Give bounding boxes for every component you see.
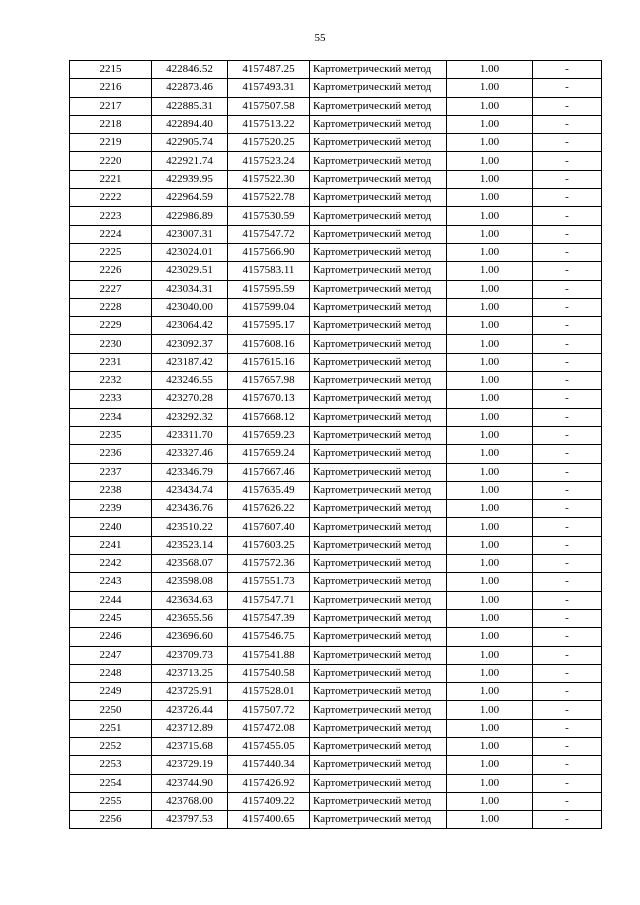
- method-cell: Картометрический метод: [310, 701, 447, 719]
- note-cell: -: [533, 134, 602, 152]
- method-cell: Картометрический метод: [310, 97, 447, 115]
- y-coordinate-cell: 4157551.73: [228, 573, 310, 591]
- accuracy-cell: 1.00: [447, 628, 533, 646]
- point-number-cell: 2245: [70, 609, 152, 627]
- method-cell: Картометрический метод: [310, 189, 447, 207]
- y-coordinate-cell: 4157546.75: [228, 628, 310, 646]
- y-coordinate-cell: 4157493.31: [228, 79, 310, 97]
- note-cell: -: [533, 426, 602, 444]
- table-row: [70, 225, 602, 243]
- y-coordinate-cell: 4157522.30: [228, 170, 310, 188]
- x-coordinate-cell: 423655.56: [152, 609, 228, 627]
- accuracy-cell: 1.00: [447, 555, 533, 573]
- note-cell: -: [533, 61, 602, 79]
- y-coordinate-cell: 4157541.88: [228, 646, 310, 664]
- y-coordinate-cell: 4157520.25: [228, 134, 310, 152]
- method-cell: Картометрический метод: [310, 390, 447, 408]
- point-number-cell: 2219: [70, 134, 152, 152]
- point-number-cell: 2227: [70, 280, 152, 298]
- table-row: [70, 683, 602, 701]
- accuracy-cell: 1.00: [447, 683, 533, 701]
- x-coordinate-cell: 423598.08: [152, 573, 228, 591]
- y-coordinate-cell: 4157547.71: [228, 591, 310, 609]
- table-row: [70, 262, 602, 280]
- point-number-cell: 2256: [70, 811, 152, 829]
- table-row: [70, 591, 602, 609]
- y-coordinate-cell: 4157507.58: [228, 97, 310, 115]
- note-cell: -: [533, 756, 602, 774]
- point-number-cell: 2248: [70, 664, 152, 682]
- point-number-cell: 2224: [70, 225, 152, 243]
- note-cell: -: [533, 701, 602, 719]
- accuracy-cell: 1.00: [447, 335, 533, 353]
- note-cell: -: [533, 555, 602, 573]
- accuracy-cell: 1.00: [447, 737, 533, 755]
- method-cell: Картометрический метод: [310, 61, 447, 79]
- method-cell: Картометрический метод: [310, 134, 447, 152]
- accuracy-cell: 1.00: [447, 792, 533, 810]
- x-coordinate-cell: 423696.60: [152, 628, 228, 646]
- x-coordinate-cell: 422921.74: [152, 152, 228, 170]
- method-cell: Картометрический метод: [310, 628, 447, 646]
- method-cell: Картометрический метод: [310, 463, 447, 481]
- y-coordinate-cell: 4157615.16: [228, 353, 310, 371]
- point-number-cell: 2221: [70, 170, 152, 188]
- table-row: [70, 719, 602, 737]
- accuracy-cell: 1.00: [447, 280, 533, 298]
- point-number-cell: 2241: [70, 536, 152, 554]
- table-row: [70, 207, 602, 225]
- point-number-cell: 2233: [70, 390, 152, 408]
- y-coordinate-cell: 4157626.22: [228, 500, 310, 518]
- note-cell: -: [533, 97, 602, 115]
- y-coordinate-cell: 4157657.98: [228, 372, 310, 390]
- accuracy-cell: 1.00: [447, 262, 533, 280]
- note-cell: -: [533, 573, 602, 591]
- accuracy-cell: 1.00: [447, 317, 533, 335]
- table-row: [70, 408, 602, 426]
- method-cell: Картометрический метод: [310, 335, 447, 353]
- y-coordinate-cell: 4157528.01: [228, 683, 310, 701]
- y-coordinate-cell: 4157595.59: [228, 280, 310, 298]
- y-coordinate-cell: 4157409.22: [228, 792, 310, 810]
- x-coordinate-cell: 423713.25: [152, 664, 228, 682]
- y-coordinate-cell: 4157608.16: [228, 335, 310, 353]
- y-coordinate-cell: 4157670.13: [228, 390, 310, 408]
- page-number: 55: [314, 32, 326, 44]
- point-number-cell: 2253: [70, 756, 152, 774]
- method-cell: Картометрический метод: [310, 317, 447, 335]
- note-cell: -: [533, 536, 602, 554]
- point-number-cell: 2246: [70, 628, 152, 646]
- point-number-cell: 2222: [70, 189, 152, 207]
- y-coordinate-cell: 4157668.12: [228, 408, 310, 426]
- point-number-cell: 2255: [70, 792, 152, 810]
- method-cell: Картометрический метод: [310, 719, 447, 737]
- table-row: [70, 701, 602, 719]
- method-cell: Картометрический метод: [310, 225, 447, 243]
- y-coordinate-cell: 4157599.04: [228, 298, 310, 316]
- x-coordinate-cell: 423246.55: [152, 372, 228, 390]
- table-row: [70, 518, 602, 536]
- accuracy-cell: 1.00: [447, 61, 533, 79]
- table-row: [70, 628, 602, 646]
- table-row: [70, 463, 602, 481]
- accuracy-cell: 1.00: [447, 573, 533, 591]
- point-number-cell: 2229: [70, 317, 152, 335]
- point-number-cell: 2232: [70, 372, 152, 390]
- x-coordinate-cell: 423712.89: [152, 719, 228, 737]
- point-number-cell: 2247: [70, 646, 152, 664]
- coordinates-table-body: [70, 61, 602, 829]
- x-coordinate-cell: 423311.70: [152, 426, 228, 444]
- table-row: [70, 372, 602, 390]
- x-coordinate-cell: 423510.22: [152, 518, 228, 536]
- note-cell: -: [533, 500, 602, 518]
- method-cell: Картометрический метод: [310, 207, 447, 225]
- x-coordinate-cell: 423029.51: [152, 262, 228, 280]
- y-coordinate-cell: 4157659.24: [228, 445, 310, 463]
- accuracy-cell: 1.00: [447, 426, 533, 444]
- x-coordinate-cell: 423040.00: [152, 298, 228, 316]
- y-coordinate-cell: 4157607.40: [228, 518, 310, 536]
- point-number-cell: 2240: [70, 518, 152, 536]
- point-number-cell: 2244: [70, 591, 152, 609]
- table-row: [70, 243, 602, 261]
- accuracy-cell: 1.00: [447, 518, 533, 536]
- method-cell: Картометрический метод: [310, 591, 447, 609]
- y-coordinate-cell: 4157513.22: [228, 115, 310, 133]
- accuracy-cell: 1.00: [447, 225, 533, 243]
- note-cell: -: [533, 79, 602, 97]
- method-cell: Картометрический метод: [310, 573, 447, 591]
- x-coordinate-cell: 423187.42: [152, 353, 228, 371]
- y-coordinate-cell: 4157635.49: [228, 481, 310, 499]
- x-coordinate-cell: 423064.42: [152, 317, 228, 335]
- table-row: [70, 756, 602, 774]
- note-cell: -: [533, 152, 602, 170]
- y-coordinate-cell: 4157547.39: [228, 609, 310, 627]
- point-number-cell: 2235: [70, 426, 152, 444]
- method-cell: Картометрический метод: [310, 664, 447, 682]
- note-cell: -: [533, 664, 602, 682]
- method-cell: Картометрический метод: [310, 756, 447, 774]
- coordinates-table: [69, 60, 602, 829]
- y-coordinate-cell: 4157440.34: [228, 756, 310, 774]
- x-coordinate-cell: 423744.90: [152, 774, 228, 792]
- table-row: [70, 481, 602, 499]
- note-cell: -: [533, 774, 602, 792]
- table-row: [70, 774, 602, 792]
- note-cell: -: [533, 481, 602, 499]
- method-cell: Картометрический метод: [310, 298, 447, 316]
- point-number-cell: 2236: [70, 445, 152, 463]
- accuracy-cell: 1.00: [447, 536, 533, 554]
- point-number-cell: 2234: [70, 408, 152, 426]
- y-coordinate-cell: 4157455.05: [228, 737, 310, 755]
- point-number-cell: 2228: [70, 298, 152, 316]
- method-cell: Картометрический метод: [310, 170, 447, 188]
- point-number-cell: 2242: [70, 555, 152, 573]
- y-coordinate-cell: 4157472.08: [228, 719, 310, 737]
- accuracy-cell: 1.00: [447, 390, 533, 408]
- accuracy-cell: 1.00: [447, 115, 533, 133]
- accuracy-cell: 1.00: [447, 170, 533, 188]
- x-coordinate-cell: 423634.63: [152, 591, 228, 609]
- accuracy-cell: 1.00: [447, 207, 533, 225]
- note-cell: -: [533, 518, 602, 536]
- note-cell: -: [533, 408, 602, 426]
- table-row: [70, 298, 602, 316]
- method-cell: Картометрический метод: [310, 372, 447, 390]
- x-coordinate-cell: 422964.59: [152, 189, 228, 207]
- accuracy-cell: 1.00: [447, 445, 533, 463]
- point-number-cell: 2252: [70, 737, 152, 755]
- table-row: [70, 134, 602, 152]
- table-row: [70, 536, 602, 554]
- note-cell: -: [533, 335, 602, 353]
- x-coordinate-cell: 422885.31: [152, 97, 228, 115]
- accuracy-cell: 1.00: [447, 774, 533, 792]
- x-coordinate-cell: 423729.19: [152, 756, 228, 774]
- accuracy-cell: 1.00: [447, 298, 533, 316]
- y-coordinate-cell: 4157507.72: [228, 701, 310, 719]
- point-number-cell: 2249: [70, 683, 152, 701]
- x-coordinate-cell: 423725.91: [152, 683, 228, 701]
- x-coordinate-cell: 422894.40: [152, 115, 228, 133]
- y-coordinate-cell: 4157667.46: [228, 463, 310, 481]
- table-row: [70, 97, 602, 115]
- point-number-cell: 2254: [70, 774, 152, 792]
- accuracy-cell: 1.00: [447, 372, 533, 390]
- x-coordinate-cell: 423346.79: [152, 463, 228, 481]
- note-cell: -: [533, 792, 602, 810]
- x-coordinate-cell: 423715.68: [152, 737, 228, 755]
- x-coordinate-cell: 423434.74: [152, 481, 228, 499]
- note-cell: -: [533, 115, 602, 133]
- note-cell: -: [533, 317, 602, 335]
- table-row: [70, 189, 602, 207]
- note-cell: -: [533, 811, 602, 829]
- x-coordinate-cell: 423292.32: [152, 408, 228, 426]
- point-number-cell: 2226: [70, 262, 152, 280]
- accuracy-cell: 1.00: [447, 481, 533, 499]
- accuracy-cell: 1.00: [447, 609, 533, 627]
- point-number-cell: 2243: [70, 573, 152, 591]
- note-cell: -: [533, 591, 602, 609]
- note-cell: -: [533, 463, 602, 481]
- point-number-cell: 2217: [70, 97, 152, 115]
- y-coordinate-cell: 4157523.24: [228, 152, 310, 170]
- note-cell: -: [533, 390, 602, 408]
- method-cell: Картометрический метод: [310, 500, 447, 518]
- method-cell: Картометрический метод: [310, 774, 447, 792]
- method-cell: Картометрический метод: [310, 353, 447, 371]
- table-row: [70, 500, 602, 518]
- table-row: [70, 353, 602, 371]
- x-coordinate-cell: 423436.76: [152, 500, 228, 518]
- table-row: [70, 646, 602, 664]
- y-coordinate-cell: 4157603.25: [228, 536, 310, 554]
- y-coordinate-cell: 4157572.36: [228, 555, 310, 573]
- point-number-cell: 2237: [70, 463, 152, 481]
- method-cell: Картометрический метод: [310, 555, 447, 573]
- note-cell: -: [533, 243, 602, 261]
- accuracy-cell: 1.00: [447, 719, 533, 737]
- table-row: [70, 664, 602, 682]
- note-cell: -: [533, 170, 602, 188]
- note-cell: -: [533, 189, 602, 207]
- accuracy-cell: 1.00: [447, 591, 533, 609]
- accuracy-cell: 1.00: [447, 463, 533, 481]
- note-cell: -: [533, 445, 602, 463]
- x-coordinate-cell: 423568.07: [152, 555, 228, 573]
- accuracy-cell: 1.00: [447, 79, 533, 97]
- table-row: [70, 115, 602, 133]
- method-cell: Картометрический метод: [310, 445, 447, 463]
- method-cell: Картометрический метод: [310, 243, 447, 261]
- note-cell: -: [533, 646, 602, 664]
- x-coordinate-cell: 423709.73: [152, 646, 228, 664]
- x-coordinate-cell: 423726.44: [152, 701, 228, 719]
- table-row: [70, 609, 602, 627]
- y-coordinate-cell: 4157659.23: [228, 426, 310, 444]
- y-coordinate-cell: 4157487.25: [228, 61, 310, 79]
- table-row: [70, 61, 602, 79]
- x-coordinate-cell: 423024.01: [152, 243, 228, 261]
- method-cell: Картометрический метод: [310, 646, 447, 664]
- x-coordinate-cell: 422873.46: [152, 79, 228, 97]
- note-cell: -: [533, 225, 602, 243]
- method-cell: Картометрический метод: [310, 737, 447, 755]
- note-cell: -: [533, 353, 602, 371]
- table-row: [70, 79, 602, 97]
- method-cell: Картометрический метод: [310, 280, 447, 298]
- note-cell: -: [533, 372, 602, 390]
- x-coordinate-cell: 423768.00: [152, 792, 228, 810]
- point-number-cell: 2239: [70, 500, 152, 518]
- x-coordinate-cell: 423523.14: [152, 536, 228, 554]
- note-cell: -: [533, 737, 602, 755]
- accuracy-cell: 1.00: [447, 664, 533, 682]
- y-coordinate-cell: 4157566.90: [228, 243, 310, 261]
- point-number-cell: 2238: [70, 481, 152, 499]
- method-cell: Картометрический метод: [310, 79, 447, 97]
- table-row: [70, 426, 602, 444]
- accuracy-cell: 1.00: [447, 701, 533, 719]
- accuracy-cell: 1.00: [447, 134, 533, 152]
- y-coordinate-cell: 4157522.78: [228, 189, 310, 207]
- note-cell: -: [533, 262, 602, 280]
- table-row: [70, 152, 602, 170]
- table-row: [70, 280, 602, 298]
- method-cell: Картометрический метод: [310, 115, 447, 133]
- note-cell: -: [533, 683, 602, 701]
- accuracy-cell: 1.00: [447, 189, 533, 207]
- table-row: [70, 555, 602, 573]
- point-number-cell: 2251: [70, 719, 152, 737]
- note-cell: -: [533, 609, 602, 627]
- method-cell: Картометрический метод: [310, 408, 447, 426]
- table-row: [70, 737, 602, 755]
- x-coordinate-cell: 423007.31: [152, 225, 228, 243]
- accuracy-cell: 1.00: [447, 97, 533, 115]
- table-row: [70, 317, 602, 335]
- y-coordinate-cell: 4157583.11: [228, 262, 310, 280]
- x-coordinate-cell: 423797.53: [152, 811, 228, 829]
- method-cell: Картометрический метод: [310, 536, 447, 554]
- method-cell: Картометрический метод: [310, 152, 447, 170]
- y-coordinate-cell: 4157595.17: [228, 317, 310, 335]
- x-coordinate-cell: 423270.28: [152, 390, 228, 408]
- method-cell: Картометрический метод: [310, 811, 447, 829]
- method-cell: Картометрический метод: [310, 792, 447, 810]
- point-number-cell: 2215: [70, 61, 152, 79]
- point-number-cell: 2220: [70, 152, 152, 170]
- note-cell: -: [533, 628, 602, 646]
- accuracy-cell: 1.00: [447, 811, 533, 829]
- table-row: [70, 573, 602, 591]
- table-row: [70, 170, 602, 188]
- note-cell: -: [533, 207, 602, 225]
- method-cell: Картометрический метод: [310, 609, 447, 627]
- accuracy-cell: 1.00: [447, 646, 533, 664]
- x-coordinate-cell: 422939.95: [152, 170, 228, 188]
- method-cell: Картометрический метод: [310, 481, 447, 499]
- x-coordinate-cell: 423327.46: [152, 445, 228, 463]
- method-cell: Картометрический метод: [310, 518, 447, 536]
- point-number-cell: 2218: [70, 115, 152, 133]
- point-number-cell: 2225: [70, 243, 152, 261]
- accuracy-cell: 1.00: [447, 500, 533, 518]
- point-number-cell: 2223: [70, 207, 152, 225]
- table-row: [70, 390, 602, 408]
- point-number-cell: 2250: [70, 701, 152, 719]
- x-coordinate-cell: 422986.89: [152, 207, 228, 225]
- y-coordinate-cell: 4157547.72: [228, 225, 310, 243]
- point-number-cell: 2230: [70, 335, 152, 353]
- table-row: [70, 335, 602, 353]
- x-coordinate-cell: 422905.74: [152, 134, 228, 152]
- note-cell: -: [533, 280, 602, 298]
- accuracy-cell: 1.00: [447, 152, 533, 170]
- x-coordinate-cell: 423092.37: [152, 335, 228, 353]
- table-row: [70, 811, 602, 829]
- table-row: [70, 445, 602, 463]
- y-coordinate-cell: 4157400.65: [228, 811, 310, 829]
- table-row: [70, 792, 602, 810]
- y-coordinate-cell: 4157426.92: [228, 774, 310, 792]
- method-cell: Картометрический метод: [310, 683, 447, 701]
- note-cell: -: [533, 298, 602, 316]
- method-cell: Картометрический метод: [310, 262, 447, 280]
- method-cell: Картометрический метод: [310, 426, 447, 444]
- x-coordinate-cell: 422846.52: [152, 61, 228, 79]
- point-number-cell: 2231: [70, 353, 152, 371]
- point-number-cell: 2216: [70, 79, 152, 97]
- y-coordinate-cell: 4157540.58: [228, 664, 310, 682]
- accuracy-cell: 1.00: [447, 756, 533, 774]
- x-coordinate-cell: 423034.31: [152, 280, 228, 298]
- y-coordinate-cell: 4157530.59: [228, 207, 310, 225]
- accuracy-cell: 1.00: [447, 243, 533, 261]
- accuracy-cell: 1.00: [447, 353, 533, 371]
- note-cell: -: [533, 719, 602, 737]
- accuracy-cell: 1.00: [447, 408, 533, 426]
